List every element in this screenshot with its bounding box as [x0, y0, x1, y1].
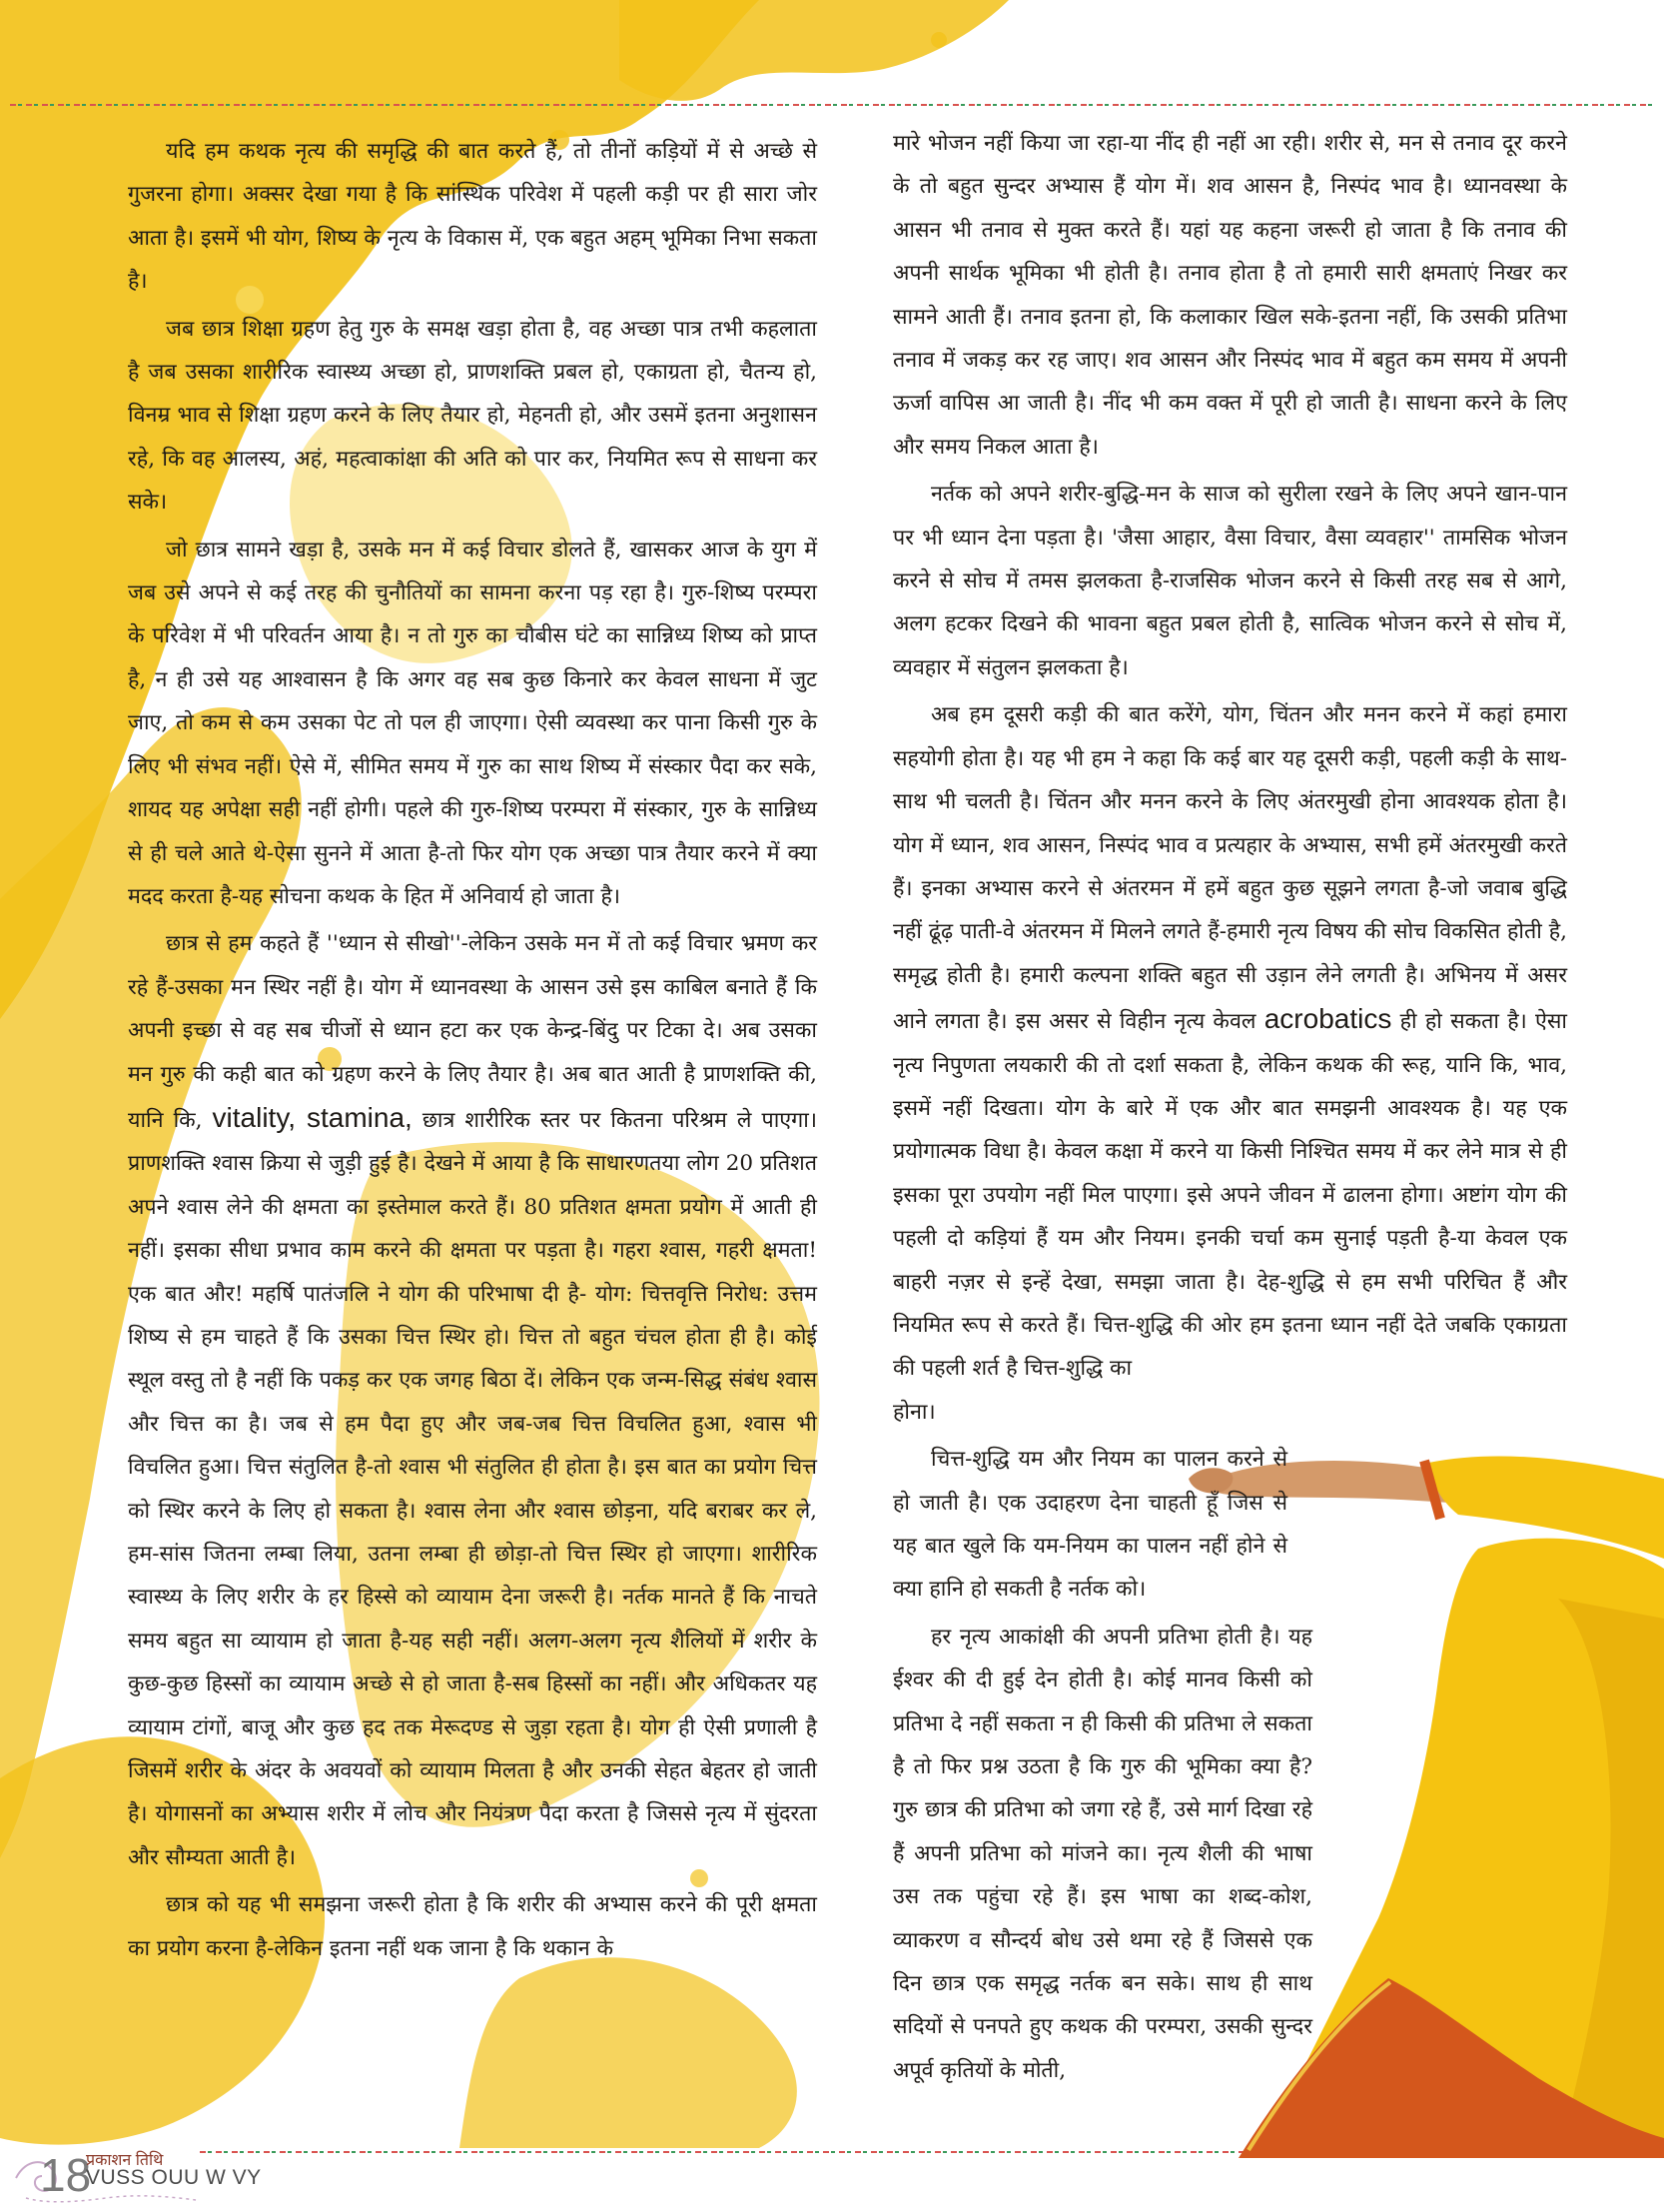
right-paragraph-3-part-1: अब हम दूसरी कड़ी की बात करेंगे, योग, चिंतन और मनन करने में कहां हमारा सहयोगी होता है। यह भी हम ने कहा कि कई बार यह दूसरी कड़ी, पहली कड़ी के साथ-साथ भी चलती है। चिंतन और मनन करने के लिए अंतरमुखी होना आवश्यक होता है। योग में ध्यान, शव आसन, निस्पंद भाव व प्रत्यहार के अभ्यास, सभी हमें अंतरमुखी करते हैं। इनका अभ्यास करने से अंतरमन में हमें बहुत कुछ सूझने लगता है-जो जवाब बुद्धि नहीं ढूंढ़ पाती-वे अंतरमन में मिलने लगते हैं-हमारी नृत्य विषय की सोच विकसित होती है, समृद्ध होती है। हमारी कल्पना शक्ति बहुत सी उड़ान लेने लगती है। अभिनय में असर आने लगता है। इस असर से विहीन नृत्य केवल	[893, 702, 1567, 1035]
publication-date-label: प्रकाशन तिथि	[86, 2152, 164, 2169]
splash-bottom-mid	[459, 1957, 797, 2148]
splash-top-streak	[619, 0, 1009, 101]
right-paragraph-3-latin: acrobatics	[1263, 1003, 1392, 1035]
right-paragraph-1: मारे भोजन नहीं किया जा रहा-या नींद ही नहीं आ रही। शरीर से, मन से तनाव दूर करने के तो बहुत सुन्दर अभ्यास हैं योग में। शव आसन है, निस्पंद भाव है। ध्यानवस्था के आसन भी तनाव से मुक्त करते हैं। यहां यह कहना जरूरी हो जाता है कि तनाव की अपनी सार्थक भूमिका भी होती है। तनाव होता है तो हमारी सारी क्षमताएं निखर कर सामने आती हैं। तनाव इतना हो, कि कलाकार खिल सके-इतना नहीं, कि उसकी प्रतिभा तनाव में जकड़ कर रह जाए। शव आसन और निस्पंद भाव में बहुत कम समय में अपनी ऊर्जा वापिस आ जाती है। नींद भी कम वक्त में पूरी हो जाती है। साधना करने के लिए और समय निकल आता है।	[893, 131, 1567, 460]
right-paragraph-2: नर्तक को अपने शरीर-बुद्धि-मन के साज को सुरीला रखने के लिए अपने खान-पान पर भी ध्यान देना पड़ता है। 'जैसा आहार, वैसा विचार, वैसा व्यवहार'' तामसिक भोजन करने से सोच में तमस झलकता है-राजसिक भोजन करने से किसी तरह सब से आगे, अलग हटकर दिखने की भावना बहुत प्रबल होती है, सात्विक भोजन करने से सोच में, व्यवहार में संतुलन झलकता है।	[893, 482, 1567, 680]
right-paragraph-4: चित्त-शुद्धि यम और नियम का पालन करने से हो जाती है। एक उदाहरण देना चाहती हूँ जिस से यह बात खुले कि यम-नियम का पालन नहीं होने से क्या हानि हो सकती है नर्तक को।	[893, 1447, 1287, 1603]
right-paragraph-5: हर नृत्य आकांक्षी की अपनी प्रतिभा होती है। यह ईश्वर की दी हुई देन होती है। कोई मानव किसी को प्रतिभा दे नहीं सकता न ही किसी की प्रतिभा ले सकता है तो फिर प्रश्न उठता है कि गुरु की भूमिका क्या है? गुरु छात्र की प्रतिभा को जगा रहे हैं, उसे मार्ग दिखा रहे हैं अपनी प्रतिभा को मांजने का। नृत्य शैली की भाषा उस तक पहुंचा रहे हैं। इस भाषा का शब्द-कोश, व्याकरण व सौन्दर्य बोध उसे थमा रहे हैं जिससे एक दिन छात्र एक समृद्ध नर्तक बन सके। साथ ही साथ सदियों से पनपते हुए कथक की परम्परा, उसकी सुन्दर अपूर्व कृतियों के मोती,	[893, 1624, 1312, 2083]
publication-date-code: VUSS OUU W VY	[86, 2166, 262, 2189]
left-paragraph-4-part-1: छात्र से हम कहते हैं ''ध्यान से सीखो''-लेकिन उसके मन में तो कई विचार भ्रमण कर रहे हैं-उसका मन स्थिर नहीं है। योग में ध्यानवस्था के आसन उसे इस काबिल बनाते हैं कि अपनी इच्छा से वह सब चीजों से ध्यान हटा कर एक केन्द्र-बिंदु पर टिका दे। अब उसका मन गुरु की कही बात को ग्रहण करने के लिए तैयार है। अब बात आती है प्राणशक्ति की, यानि कि,	[128, 931, 817, 1133]
page-number: 18	[40, 2149, 92, 2201]
right-paragraph-3-last: होना।	[893, 1399, 936, 1425]
splash-speck	[931, 32, 947, 48]
left-paragraph-4-part-2: छात्र शारीरिक स्तर पर कितना परिश्रम ले पाएगा। प्राणशक्ति श्वास क्रिया से जुड़ी हुई है। देखने में आया है कि साधारणतया लोग 20 प्रतिशत अपने श्वास लेने की क्षमता का इस्तेमाल करते हैं। 80 प्रतिशत क्षमता प्रयोग में आती ही नहीं। इसका सीधा प्रभाव काम करने की क्षमता पर पड़ता है। गहरा श्वास, गहरी क्षमता! एक बात और! महर्षि पातंजलि ने योग की परिभाषा दी है- योग: चित्तवृत्ति निरोध: उत्तम शिष्य से हम चाहते हैं कि उसका चित्त स्थिर हो। चित्त तो बहुत चंचल होता ही है। कोई स्थूल वस्तु तो है नहीं कि पकड़ कर एक जगह बिठा दें। लेकिन एक जन्म-सिद्ध संबंध श्वास और चित्त का है। जब से हम पैदा हुए और जब-जब चित्त विचलित हुआ, श्वास भी विचलित हुआ। चित्त संतुलित है-तो श्वास भी संतुलित ही होता है। इस बात का प्रयोग चित्त को स्थिर करने के लिए हो सकता है। श्वास लेना और श्वास छोड़ना, यदि बराबर कर ले, हम-सांस जितना लम्बा लिया, उतना लम्बा ही छोड़ा-तो चित्त स्थिर हो जाएगा। शारीरिक स्वास्थ्य के लिए शरीर के हर हिस्से को व्यायाम देना जरूरी है। नर्तक मानते हैं कि नाचते समय बहुत सा व्यायाम हो जाता है-यह सही नहीं। अलग-अलग नृत्य शैलियों में शरीर के कुछ-कुछ हिस्सों का व्यायाम अच्छे से हो जाता है-सब हिस्सों का नहीं। और अधिकतर यह व्यायाम टांगों, बाजू और कुछ हद तक मेरूदण्ड से जुड़ा रहता है। योग ही ऐसी प्रणाली है जिसमें शरीर के अंदर के अवयवों को व्यायाम मिलता है और उनकी सेहत बेहतर हो जाती है। योगासनों का अभ्यास शरीर में लोच और नियंत्रण पैदा करता है जिससे नृत्य में सुंदरता और सौम्यता आती है।	[128, 1107, 818, 1870]
left-paragraph-1: यदि हम कथक नृत्य की समृद्धि की बात करते हैं, तो तीनों कड़ियों में से अच्छे से गुजरना होगा। अक्सर देखा गया है कि सांस्थिक परिवेश में पहली कड़ी पर ही सारा जोर आता है। इसमें भी योग, शिष्य के नृत्य के विकास में, एक बहुत अहम् भूमिका निभा सकता है।	[128, 139, 817, 295]
left-paragraph-4	[128, 922, 817, 1879]
left-text-column	[128, 130, 817, 1974]
left-paragraph-2: जब छात्र शिक्षा ग्रहण हेतु गुरु के समक्ष खड़ा होता है, वह अच्छा पात्र तभी कहलाता है जब उसका शारीरिक स्वास्थ्य अच्छा हो, प्राणशक्ति प्रबल हो, एकाग्रता हो, चैतन्य हो, विनम्र भाव से शिक्षा ग्रहण करने के लिए तैयार हो, मेहनती हो, और उसमें इतना अनुशासन रहे, कि वह आलस्य, अहं, महत्वाकांक्षा की अति को पार कर, नियमित रूप से साधना कर सके।	[128, 316, 817, 516]
left-paragraph-4-latin: vitality, stamina,	[212, 1101, 413, 1133]
right-paragraph-3-part-2: ही हो सकता है। ऐसा नृत्य निपुणता लयकारी की तो दर्शा सकता है, लेकिन कथक की रूह, यानि कि, भाव, इसमें नहीं दिखता। योग के बारे में एक और बात समझनी आवश्यक है। यह एक प्रयोगात्मक विधा है। केवल कक्षा में करने या किसी निश्चित समय में कर लेने मात्र से ही इसका पूरा उपयोग नहीं मिल पाएगा। इसे अपने जीवन में ढालना होगा। अष्टांग योग की पहली दो कड़ियां हैं यम और नियम। इनकी चर्चा कम सुनाई पड़ती है-या केवल एक बाहरी नज़र से इन्हें देखा, समझा जाता है। देह-शुद्धि से हम सभी परिचित हैं और नियमित रूप से करते हैं। चित्त-शुद्धि की ओर हम इतना ध्यान नहीं देते जबकि एकाग्रता की पहली शर्त है चित्त-शुद्धि का	[893, 1009, 1568, 1382]
right-text-column	[893, 122, 1567, 2096]
top-decorative-border	[0, 98, 1664, 112]
right-paragraph-3	[893, 693, 1567, 1434]
left-paragraph-3: जो छात्र सामने खड़ा है, उसके मन में कई विचार डोलते हैं, खासकर आज के युग में जब उसे अपने से कई तरह की चुनौतियों का सामना करना पड़ रहा है। गुरु-शिष्य परम्परा के परिवेश में भी परिवर्तन आया है। न तो गुरु का चौबीस घंटे का सान्निध्य शिष्य को प्राप्त है, न ही उसे यह आश्वासन है कि अगर वह सब कुछ किनारे कर केवल साधना में जुट जाए, तो कम से कम उसका पेट तो पल ही जाएगा। ऐसी व्यवस्था कर पाना किसी गुरु के लिए भी संभव नहीं। ऐसे में, सीमित समय में गुरु का साथ शिष्य में संस्कार पैदा कर सके, शायद यह अपेक्षा सही नहीं होगी। पहले की गुरु-शिष्य परम्परा में संस्कार, गुरु के सान्निध्य से ही चले आते थे-ऐसा सुनने में आता है-तो फिर योग एक अच्छा पात्र तैयार करने में क्या मदद करता है-यह सोचना कथक के हित में अनिवार्य हो जाता है।	[128, 537, 817, 909]
left-paragraph-5: छात्र को यह भी समझना जरूरी होता है कि शरीर की अभ्यास करने की पूरी क्षमता का प्रयोग करना है-लेकिन इतना नहीं थक जाना है कि थकान के	[128, 1892, 817, 1961]
